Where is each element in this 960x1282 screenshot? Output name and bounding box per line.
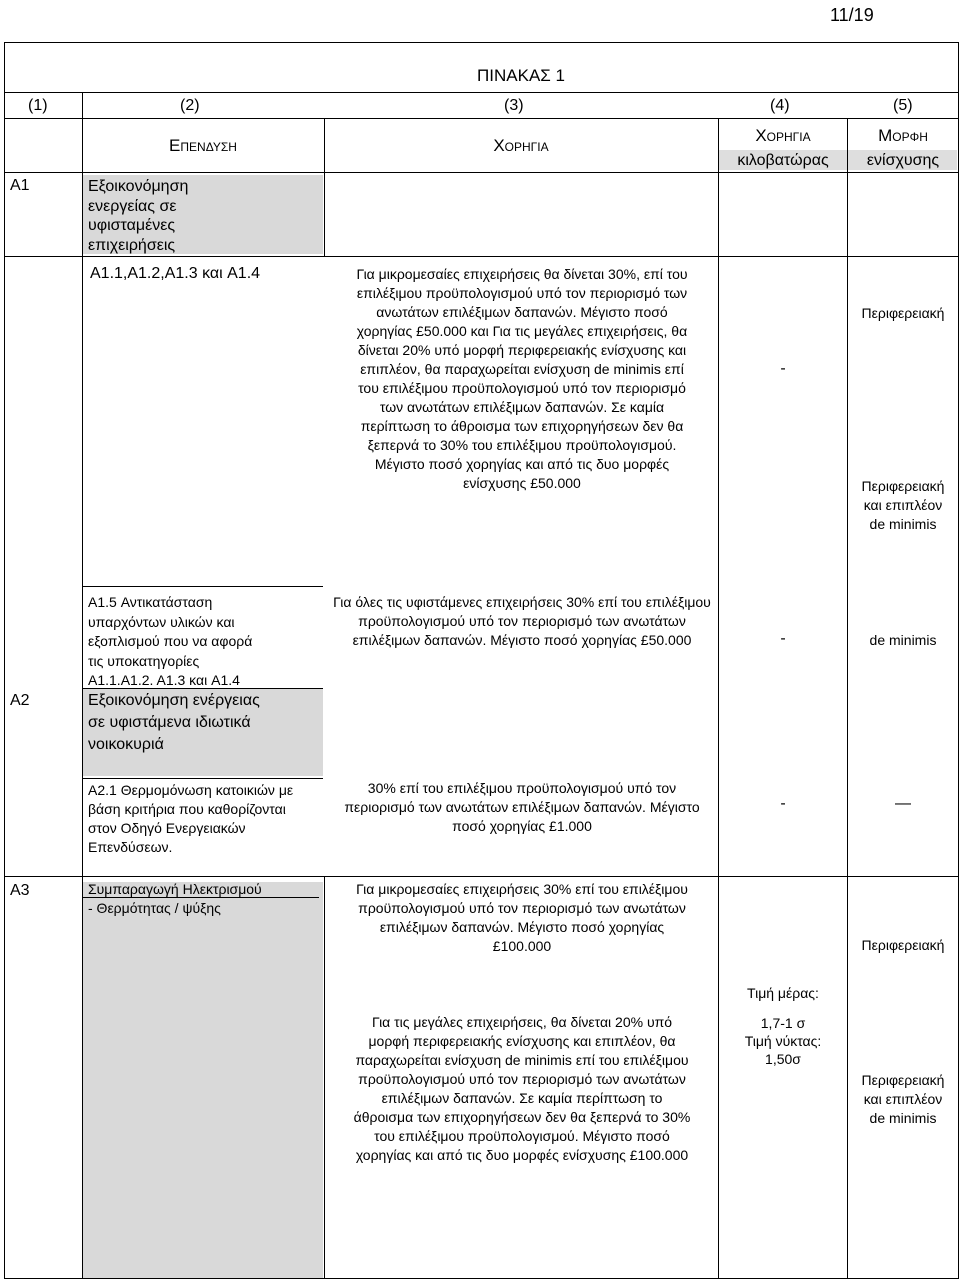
divider xyxy=(4,172,959,173)
col-number-2: (2) xyxy=(180,97,200,114)
col-number-3: (3) xyxy=(504,97,524,114)
a1-sub1-form-a: Περιφερειακή xyxy=(861,305,945,321)
a1-sub1-subsidy: Για μικρομεσαίες επιχειρήσεις θα δίνεται 30%, επί του επιλέξιμου προϋπολογισμού υπό τον περιορισμό των ανωτάτων επιλέξιμων δαπανών. Μέγιστο ποσό χορηγίας £50.000 και Για τις μεγάλες επιχειρήσεις, θα δίνεται 20% υπό μορφή περιφερειακής ενίσχυσης και επιπλέον, θα παραχωρείται ενίσχυση de minimis επί του επιλέξιμου προϋπολογισμού υπό τον περιορισμό των ανωτάτων επιλέξιμων δαπανών. Σε καμία περίπτωση το άθροισμα των επιχορηγήσεων δεν θα ξεπερνά το 30% του επιλέξιμου προϋπολογισμού. Μέγιστο ποσό χορηγίας και από τις δυο μορφές ενίσχυσης £50.000 xyxy=(356,266,688,491)
a1-sub1-label: A1.1,A1.2,A1.3 και A1.4 xyxy=(90,265,261,282)
col-number-1: (1) xyxy=(28,97,48,114)
a1-sub2-form: de minimis xyxy=(869,632,937,648)
a2-sub1-kwh: - xyxy=(780,795,786,812)
a3-code: A3 xyxy=(10,882,30,899)
a1-sub2-label: A1.5 Αντικατάσταση υπαρχόντων υλικών και εξοπλισμού που να αφορά τις υποκατηγορίες A1.1.A1.2. A1.3 και A1.4 xyxy=(88,594,253,688)
divider xyxy=(4,118,959,119)
col-divider xyxy=(718,118,719,1279)
col-divider xyxy=(324,876,325,1279)
divider xyxy=(83,586,323,587)
divider xyxy=(4,92,959,93)
a3-form-a: Περιφερειακή xyxy=(861,937,945,953)
col-divider xyxy=(847,118,848,1279)
header-subsidy-kwh-unit: κιλοβατώρας xyxy=(737,152,829,169)
a3-kwh-day-label: Τιμή μέρας: xyxy=(747,985,819,1001)
a3-title-shade xyxy=(83,882,323,1278)
a1-sub1-kwh: - xyxy=(780,360,786,377)
a3-subsidy-b: Για τις μεγάλες επιχειρήσεις, θα δίνεται 20% υπό μορφή περιφερειακής ενίσχυσης και επιπλέον, θα παραχωρείται ενίσχυση de minimis επί του επιλέξιμου προϋπολογισμού υπό τον περιορισμό των ανωτάτων επιλέξιμων δαπανών. Σε καμία περίπτωση το άθροισμα των επιχορηγήσεων δεν θα ξεπερνά το 30% του επιλέξιμου προϋπολογισμού. Μέγιστο ποσό χορηγίας και από τις δυο μορφές ενίσχυσης £100.000 xyxy=(353,1014,691,1163)
header-subsidy: Χορηγια xyxy=(493,136,549,155)
a3-title: Συμπαραγωγή Ηλεκτρισμού - Θερμότητας / ψύξης xyxy=(88,881,262,916)
a2-sub1-label: A2.1 Θερμομόνωση κατοικιών με βάση κριτήρια που καθορίζονται στον Οδηγό Ενεργειακών Επενδύσεων. xyxy=(88,782,294,855)
table-title: ΠΙΝΑΚΑΣ 1 xyxy=(477,66,565,85)
a3-form-b: Περιφερειακή και επιπλέον de minimis xyxy=(861,1072,945,1126)
a1-sub1-form-b: Περιφερειακή και επιπλέον de minimis xyxy=(861,478,945,532)
a1-sub2-kwh: - xyxy=(780,630,786,647)
a3-kwh-night-label: Τιμή νύκτας: xyxy=(744,1033,822,1049)
a2-title: Εξοικονόμηση ενέργειας σε υφιστάμενα ιδιωτικά νοικοκυριά xyxy=(88,692,260,753)
a1-title: Εξοικονόμηση ενεργείας σε υφισταμένες επιχειρήσεις xyxy=(88,178,189,254)
header-form: Μορφη xyxy=(878,126,928,145)
a3-kwh-night-value: 1,50σ xyxy=(765,1051,801,1067)
page-number: 11/19 xyxy=(830,5,874,25)
a2-code: A2 xyxy=(10,692,30,709)
header-investment: Επενδυση xyxy=(169,136,237,155)
header-form-subtitle: ενίσχυσης xyxy=(866,152,940,169)
divider xyxy=(4,876,959,877)
a2-sub1-form: — xyxy=(895,795,911,812)
a2-sub1-subsidy: 30% επί του επιλέξιμου προϋπολογισμού υπό τον περιορισμό των ανωτάτων επιλέξιμων δαπανών. Μέγιστο ποσό χορηγίας £1.000 xyxy=(344,780,700,834)
col-divider xyxy=(82,92,83,1279)
header-subsidy-kwh: Χορηγια xyxy=(755,126,811,145)
divider xyxy=(4,256,959,257)
col-number-4: (4) xyxy=(770,97,790,114)
a1-code: A1 xyxy=(10,177,30,194)
col-number-5: (5) xyxy=(893,97,913,114)
a3-subsidy-a: Για μικρομεσαίες επιχειρήσεις 30% επί του επιλέξιμου προϋπολογισμού υπό τον περιορισμό των ανωτάτων επιλέξιμων δαπανών. Μέγιστο ποσό χορηγίας £100.000 xyxy=(356,881,688,954)
a3-kwh-day-value: 1,7-1 σ xyxy=(760,1015,806,1031)
divider xyxy=(83,778,323,779)
a1-sub2-subsidy: Για όλες τις υφιστάμενες επιχειρήσεις 30% επί του επιλέξιμου προϋπολογισμού υπό τον περιορισμό των ανωτάτων επιλέξιμων δαπανών. Μέγιστο ποσό χορηγίας £50.000 xyxy=(333,594,711,648)
